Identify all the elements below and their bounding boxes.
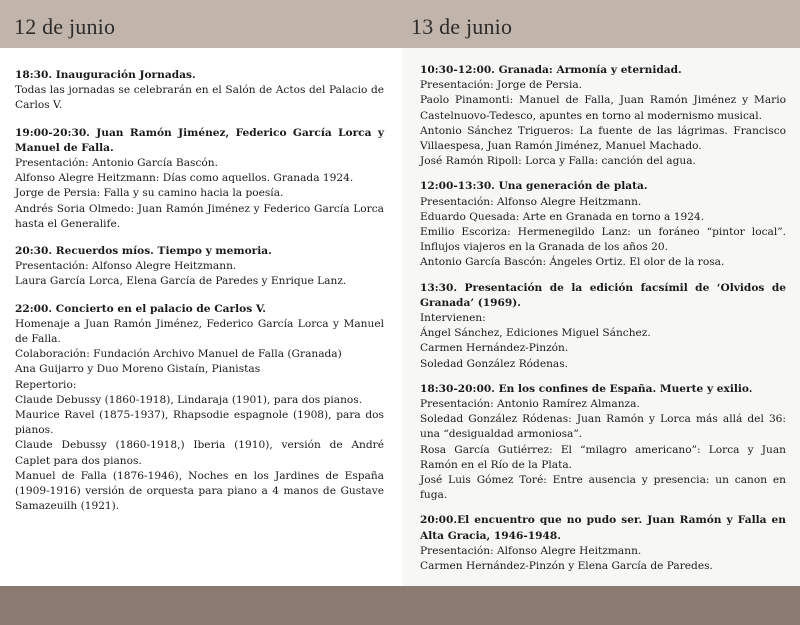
program-entry: [15, 244, 384, 290]
entry-line: Todas las jornadas se celebrarán en el Salón de Actos del Palacio de Carlos V.: [15, 84, 384, 112]
entry-line: Presentación: Antonio Ramírez Almanza.: [420, 398, 640, 411]
entry-line: Presentación: Alfonso Alegre Heitzmann.: [420, 195, 642, 208]
entry-line: Repertorio:: [15, 378, 77, 391]
entry-line: Paolo Pinamonti: Manuel de Falla, Juan Ramón Jiménez y Mario Castelnuovo-Tedesco, apuntes en torno al modernismo musical.: [420, 94, 786, 122]
entry-line: Alfonso Alegre Heitzmann: Días como aquellos. Granada 1924.: [15, 172, 354, 185]
entry-line: Maurice Ravel (1875-1937), Rhapsodie espagnole (1908), para dos pianos.: [15, 409, 384, 437]
entry-line: Ana Guijarro y Duo Moreno Gistaín, Pianistas: [15, 363, 261, 376]
entry-line: Claude Debussy (1860-1918), Lindaraja (1901), para dos pianos.: [15, 393, 363, 406]
entry-title: 18:30. Inauguración Jornadas.: [15, 69, 196, 81]
program-list-13-june: [420, 63, 786, 584]
program-list-12-june: [15, 68, 384, 526]
program-entry: [420, 179, 786, 270]
entry-line: Carmen Hernández-Pinzón.: [420, 342, 569, 355]
day-column-13-june: [402, 0, 800, 586]
entry-line: Colaboración: Fundación Archivo Manuel de Falla (Granada): [15, 348, 342, 361]
program-entry: [420, 382, 786, 504]
entry-line: Jorge de Persia: Falla y su camino hacia la poesía.: [15, 187, 284, 200]
entry-line: Antonio García Bascón: Ángeles Ortiz. El olor de la rosa.: [420, 256, 725, 269]
entry-line: Eduardo Quesada: Arte en Granada en torno a 1924.: [420, 210, 705, 223]
entry-line: Carmen Hernández-Pinzón y Elena García de Paredes.: [420, 560, 713, 573]
entry-line: Soledad González Ródenas: Juan Ramón y Lorca más allá del 36: una “desigualdad armoniosa”.: [420, 413, 786, 441]
entry-line: Presentación: Jorge de Persia.: [420, 79, 583, 92]
entry-line: José Luis Gómez Toré: Entre ausencia y presencia: un canon en fuga.: [420, 474, 786, 502]
program-entry: [15, 68, 384, 114]
entry-title: 18:30-20:00. En los confines de España. Muerte y exilio.: [420, 382, 753, 395]
entry-line: Presentación: Alfonso Alegre Heitzmann.: [420, 544, 642, 557]
entry-title: 22:00. Concierto en el palacio de Carlos V.: [15, 302, 266, 315]
entry-line: Emilio Escoriza: Hermenegildo Lanz: un foráneo “pintor local”. Influjos viajeros en la Granada de los años 20.: [420, 226, 786, 254]
program-entry: [420, 513, 786, 574]
day-header-12-june: 12 de junio: [0, 0, 402, 48]
entry-line: Andrés Soria Olmedo: Juan Ramón Jiménez y Federico García Lorca hasta el Generalife.: [15, 202, 384, 230]
day-column-12-june: [0, 0, 402, 586]
entry-title: 13:30. Presentación de la edición facsímil de ‘Olvidos de Granada’ (1969).: [420, 281, 786, 309]
entry-line: Claude Debussy (1860-1918,) Iberia (1910), versión de André Caplet para dos pianos.: [15, 439, 384, 467]
entry-line: Antonio Sánchez Trigueros: La fuente de las lágrimas. Francisco Villaespesa, Juan Ramón Jiménez, Manuel Machado.: [420, 124, 786, 153]
entry-title: 20:30. Recuerdos míos. Tiempo y memoria.: [15, 245, 272, 258]
entry-title: 10:30-12:00. Granada: Armonía y eternidad.: [420, 64, 682, 76]
program-entry: [420, 281, 786, 372]
entry-line: Manuel de Falla (1876-1946), Noches en los Jardines de España (1909-1916) versión de orquesta para piano a 4 manos de Gustave Samazeuilh (1921).: [15, 469, 384, 513]
program-entry: [15, 302, 384, 515]
entry-line: Intervienen:: [420, 312, 486, 325]
entry-line: Presentación: Alfonso Alegre Heitzmann.: [15, 260, 237, 273]
entry-line: Laura García Lorca, Elena García de Paredes y Enrique Lanz.: [15, 275, 347, 288]
entry-line: Homenaje a Juan Ramón Jiménez, Federico García Lorca y Manuel de Falla.: [15, 317, 384, 346]
entry-line: Ángel Sánchez, Ediciones Miguel Sánchez.: [420, 327, 651, 340]
entry-title: 19:00-20:30. Juan Ramón Jiménez, Federico García Lorca y Manuel de Falla.: [15, 126, 384, 154]
entry-line: Rosa García Gutiérrez: El “milagro americano”: Lorca y Juan Ramón en el Río de la Plata.: [420, 443, 786, 471]
entry-line: Presentación: Antonio García Bascón.: [15, 157, 218, 170]
day-header-13-june: 13 de junio: [402, 0, 800, 48]
footer-band: [0, 586, 800, 625]
entry-line: Soledad González Ródenas.: [420, 357, 569, 370]
program-entry: [15, 126, 384, 232]
entry-title: 20:00.El encuentro que no pudo ser. Juan Ramón y Falla en Alta Gracia, 1946-1948.: [420, 514, 786, 542]
entry-line: José Ramón Ripoll: Lorca y Falla: canción del agua.: [420, 155, 696, 168]
program-entry: [420, 63, 786, 169]
entry-title: 12:00-13:30. Una generación de plata.: [420, 180, 648, 193]
